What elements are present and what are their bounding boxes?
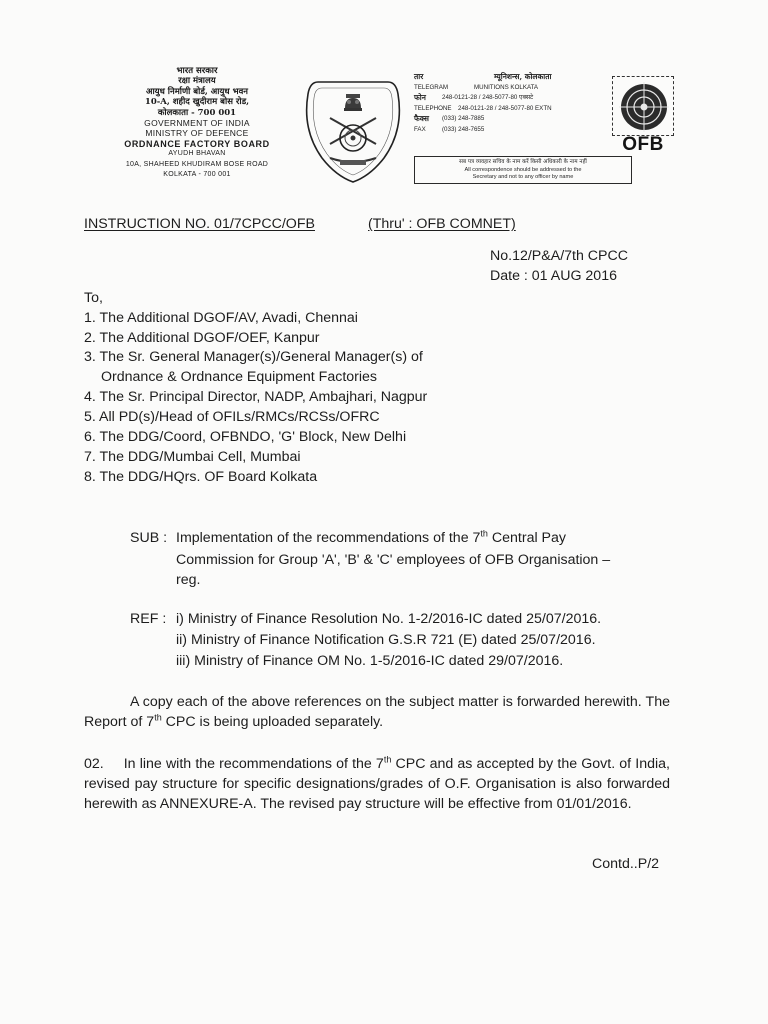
reference-item-2: ii) Ministry of Finance Notification G.S.R 721 (E) dated 25/07/2016. — [176, 632, 596, 648]
paragraph-1 — [84, 692, 670, 732]
telephone-value: 248-0121-28 / 248-5077-80 EXTN — [458, 104, 552, 112]
lh-road: 10A, SHAHEED KHUDIRAM BOSE ROAD — [125, 160, 269, 168]
correspondence-note-line-1: All correspondence should be addressed to the — [464, 166, 582, 173]
ofb-logo-frame — [612, 76, 674, 136]
lh-city: KOLKATA - 700 001 — [163, 171, 231, 179]
reference-item-1: i) Ministry of Finance Resolution No. 1-2/2016-IC dated 25/07/2016. — [176, 611, 602, 627]
telegram-hindi-label: तार — [414, 72, 424, 81]
lh-hindi-line-3: आयुध निर्माणी बोर्ड, आयुध भवन — [145, 86, 249, 97]
paragraph-2-tail: CPC and as accepted by the Govt. of India, revised pay structure for specific designations/grades of O.F. Organisation is also forwarded herewith as ANNEXURE-A. The revised pay structure will be effective from 01/01/2016. — [84, 756, 670, 812]
addressee-6: 6. The DDG/Coord, OFBNDO, 'G' Block, New Delhi — [84, 429, 407, 445]
ofb-target-icon — [613, 77, 675, 137]
addressee-4: 4. The Sr. Principal Director, NADP, Ambajhari, Nagpur — [84, 389, 428, 405]
subject-line-3: reg. — [176, 572, 201, 588]
letterhead-left — [92, 66, 302, 180]
correspondence-note-line-2: Secretary and not to any officer by name — [472, 174, 574, 181]
letterhead-contacts — [414, 72, 612, 136]
thru-comnet: (Thru' : OFB COMNET) — [368, 216, 516, 232]
telephone-label: TELEPHONE — [414, 104, 452, 112]
addressee-7: 7. The DDG/Mumbai Cell, Mumbai — [84, 449, 301, 465]
to-label: To, — [84, 290, 103, 306]
lh-govt-of-india: GOVERNMENT OF INDIA — [144, 118, 250, 129]
subject-line-1-tail: Central Pay — [487, 530, 567, 546]
phone-hindi-value: 248-0121-28 / 248-5077-80 एक्सटे — [442, 94, 534, 102]
paragraph-2 — [84, 754, 670, 814]
addressee-8: 8. The DDG/HQrs. OF Board Kolkata — [84, 469, 318, 485]
paragraph-2-text: In line with the recommendations of the 7 — [123, 756, 384, 772]
addressee-2: 2. The Additional DGOF/OEF, Kanpur — [84, 330, 320, 346]
fax-value: (033) 248-7655 — [442, 125, 485, 133]
subject-line-1 — [176, 530, 566, 546]
telegram-label: TELEGRAM — [414, 83, 449, 91]
addressee-1: 1. The Additional DGOF/AV, Avadi, Chennai — [84, 310, 358, 326]
reference-label: REF : — [130, 611, 167, 627]
lh-hindi-line-2: रक्षा मंत्रालय — [178, 76, 216, 87]
addressee-3-continued: Ordnance & Ordnance Equipment Factories — [101, 369, 378, 385]
fax-label: FAX — [414, 125, 426, 133]
fax-hindi-label: फैक्स — [414, 114, 429, 124]
ofb-crest-emblem — [300, 74, 406, 186]
paragraph-1-tail: CPC is being uploaded separately. — [161, 714, 384, 730]
document-date: Date : 01 AUG 2016 — [490, 268, 617, 284]
lh-hindi-line-1: भारत सरकार — [176, 66, 218, 76]
paragraph-2-number: 02. — [84, 756, 104, 772]
fax-hindi-value: (033) 248-7885 — [442, 115, 485, 123]
correspondence-note-hindi: सब पत्र व्यवहार सचिव के नाम करें किसी अधिकारी के नाम नहीं — [459, 159, 587, 165]
ofb-logo — [612, 76, 674, 156]
telegram-value: MUNITIONS KOLKATA — [474, 83, 539, 91]
subject-line-1-sup: th — [480, 528, 488, 539]
phone-hindi-label: फोन — [414, 93, 426, 103]
subject-label: SUB : — [130, 530, 168, 546]
reference-item-3: iii) Ministry of Finance OM No. 1-5/2016-IC dated 29/07/2016. — [176, 653, 564, 669]
subject-line-1-text: Implementation of the recommendations of the 7 — [176, 530, 481, 546]
lh-building: AYUDH BHAVAN — [168, 150, 226, 158]
instruction-number: INSTRUCTION NO. 01/7CPCC/OFB — [84, 216, 315, 232]
addressee-3: 3. The Sr. General Manager(s)/General Manager(s) of — [84, 349, 423, 365]
paragraph-2-sup: th — [383, 754, 392, 765]
paragraph-1-text: A copy each of the above references on the subject matter is forwarded herewith. The Report of 7 — [84, 694, 670, 730]
subject-line-2: Commission for Group 'A', 'B' & 'C' employees of OFB Organisation – — [176, 552, 611, 568]
lh-hindi-line-5: कोलकाता - 700 001 — [157, 107, 237, 118]
addressee-5: 5. All PD(s)/Head of OFILs/RMCs/RCSs/OFRC — [84, 409, 380, 425]
lh-hindi-line-4: 10-A, शहीद खुदीराम बोस रोड, — [144, 97, 250, 108]
paragraph-1-sup: th — [154, 712, 162, 723]
telegram-hindi-value: म्यूनिशन्स, कोलकाता — [494, 72, 552, 81]
lh-board-name: ORDNANCE FACTORY BOARD — [124, 138, 270, 149]
lh-ministry: MINISTRY OF DEFENCE — [145, 128, 249, 139]
ofb-logo-text: OFB — [622, 134, 664, 155]
continued-note: Contd..P/2 — [592, 856, 660, 872]
reference-number: No.12/P&A/7th CPCC — [490, 248, 628, 264]
correspondence-note-box — [414, 156, 632, 184]
